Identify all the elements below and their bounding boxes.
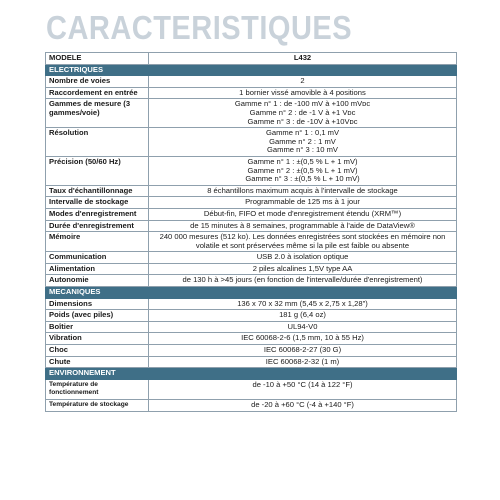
- table-row: [46, 345, 457, 357]
- value-line: Gamme n° 3 : 10 mV: [267, 145, 338, 155]
- row-label: Communication: [46, 252, 149, 264]
- row-label: Modes d'enregistrement: [46, 208, 149, 220]
- table-row: [46, 76, 457, 88]
- table-row: [46, 87, 457, 99]
- table-row: [46, 220, 457, 232]
- row-label: Poids (avec piles): [46, 310, 149, 322]
- value-line: Gamme n° 2 : ±(0,5 % L + 1 mV): [247, 165, 358, 175]
- table-row: [46, 275, 457, 287]
- model-label: MODELE: [46, 53, 149, 65]
- section-mecaniques: [46, 287, 457, 299]
- table-row: [46, 321, 457, 333]
- table-row: [46, 356, 457, 368]
- table-row: [46, 232, 457, 252]
- row-value: 240 000 mesures (512 ko). Les données enregistrées sont stockées en mémoire non volatile et sont préservées même si la pile est faible ou absente: [149, 232, 457, 252]
- row-label: Taux d'échantillonnage: [46, 185, 149, 197]
- page-title: CARACTERISTIQUES: [46, 10, 353, 47]
- row-label: Mémoire: [46, 232, 149, 252]
- row-value: 136 x 70 x 32 mm (5,45 x 2,75 x 1,28"): [149, 298, 457, 310]
- value-line: Gamme n° 2 : de -1 V à +1 Vᴅᴄ: [249, 107, 356, 117]
- table-row: [46, 400, 457, 412]
- row-label: Température de fonctionnement: [46, 379, 149, 399]
- row-label: Dimensions: [46, 298, 149, 310]
- section-title: ENVIRONNEMENT: [46, 368, 457, 380]
- row-label: Intervalle de stockage: [46, 197, 149, 209]
- table-row: [46, 156, 457, 185]
- row-value: 2: [149, 76, 457, 88]
- row-value: IEC 60068-2-27 (30 G): [149, 345, 457, 357]
- table-row: [46, 208, 457, 220]
- row-value: USB 2.0 à isolation optique: [149, 252, 457, 264]
- row-value: Début-fin, FIFO et mode d'enregistrement étendu (XRM™): [149, 208, 457, 220]
- table-row: [46, 298, 457, 310]
- table-row: [46, 197, 457, 209]
- row-value: de -20 à +60 °C (-4 à +140 °F): [149, 400, 457, 412]
- spec-table: [45, 52, 457, 412]
- row-label: Gammes de mesure (3 gammes/voie): [46, 99, 149, 128]
- value-line: Gamme n° 3 : de -10V à +10Vᴅᴄ: [247, 116, 358, 126]
- value-line: Gamme n° 2 : 1 mV: [269, 136, 336, 146]
- section-environnement: [46, 368, 457, 380]
- row-value: [149, 128, 457, 157]
- row-label: Chute: [46, 356, 149, 368]
- row-value: 8 échantillons maximum acquis à l'intervalle de stockage: [149, 185, 457, 197]
- value-line: Gamme n° 1 : ±(0,5 % L + 1 mV): [247, 156, 358, 166]
- model-value: L432: [149, 53, 457, 65]
- row-label: Température de stockage: [46, 400, 149, 412]
- row-value: Programmable de 125 ms à 1 jour: [149, 197, 457, 209]
- table-row: [46, 128, 457, 157]
- row-label: Autonomie: [46, 275, 149, 287]
- value-line: Gamme n° 1 : 0,1 mV: [265, 128, 340, 138]
- row-value: de -10 à +50 °C (14 à 122 °F): [149, 379, 457, 399]
- row-value: 1 bornier vissé amovible à 4 positions: [149, 87, 457, 99]
- row-value: 181 g (6,4 oz): [149, 310, 457, 322]
- row-label: Précision (50/60 Hz): [46, 156, 149, 185]
- row-label: Nombre de voies: [46, 76, 149, 88]
- section-title: MECANIQUES: [46, 287, 457, 299]
- row-label: Vibration: [46, 333, 149, 345]
- table-row: [46, 310, 457, 322]
- table-row: [46, 99, 457, 128]
- row-value: UL94-V0: [149, 321, 457, 333]
- table-row: [46, 379, 457, 399]
- value-line: Gamme n° 3 : ±(0,5 % L + 10 mV): [245, 174, 360, 184]
- row-label: Boîtier: [46, 321, 149, 333]
- row-label: Raccordement en entrée: [46, 87, 149, 99]
- section-electriques: [46, 64, 457, 76]
- row-value: de 15 minutes à 8 semaines, programmable à l'aide de DataView®: [149, 220, 457, 232]
- table-header-row: [46, 53, 457, 65]
- section-title: ELECTRIQUES: [46, 64, 457, 76]
- row-label: Alimentation: [46, 263, 149, 275]
- table-row: [46, 333, 457, 345]
- value-line: Gamme n° 1 : de -100 mV à +100 mVᴅᴄ: [234, 99, 371, 109]
- row-value: [149, 99, 457, 128]
- table-row: [46, 185, 457, 197]
- row-value: [149, 156, 457, 185]
- row-label: Résolution: [46, 128, 149, 157]
- row-value: 2 piles alcalines 1,5V type AA: [149, 263, 457, 275]
- table-row: [46, 263, 457, 275]
- row-label: Choc: [46, 345, 149, 357]
- row-label: Durée d'enregistrement: [46, 220, 149, 232]
- table-row: [46, 252, 457, 264]
- row-value: de 130 h à >45 jours (en fonction de l'intervalle/durée d'enregistrement): [149, 275, 457, 287]
- row-value: IEC 60068-2-6 (1,5 mm, 10 à 55 Hz): [149, 333, 457, 345]
- row-value: IEC 60068-2-32 (1 m): [149, 356, 457, 368]
